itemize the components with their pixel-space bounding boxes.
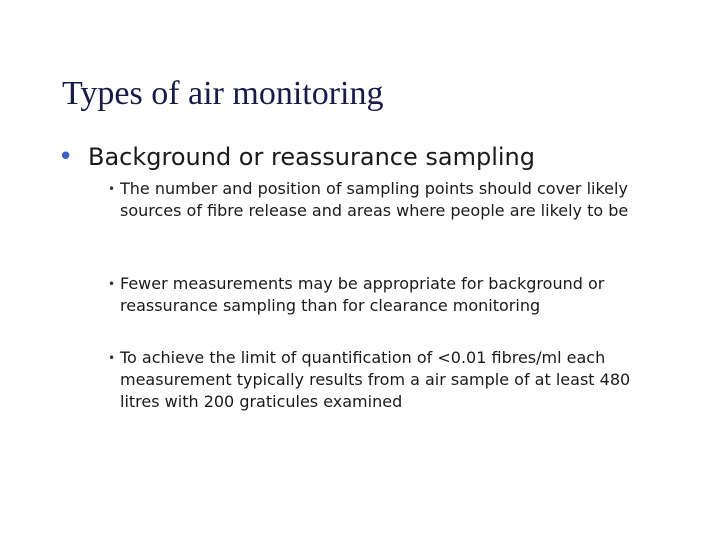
bullet-dot-icon: • [58, 142, 74, 172]
sub-bullet-text: To achieve the limit of quantification of <0.01 fibres/ml each measurement typically results from a air sample of at least 480 litres with 200 graticules examined [120, 348, 631, 411]
main-bullet [58, 142, 698, 172]
sub-bullet-text: Fewer measurements may be appropriate for background or reassurance sampling than for clearance monitoring [120, 274, 605, 315]
main-bullet-text: Background or reassurance sampling [88, 143, 535, 171]
sub-bullet [108, 347, 668, 413]
sub-bullet-text: The number and position of sampling points should cover likely sources of fibre release and areas where people are likely to be [120, 179, 629, 220]
small-bullet-icon: • [108, 277, 116, 291]
sub-bullet [108, 273, 668, 317]
slide-title: Types of air monitoring [62, 75, 384, 112]
small-bullet-icon: • [108, 351, 116, 365]
small-bullet-icon: • [108, 182, 116, 196]
sub-bullet [108, 178, 668, 222]
